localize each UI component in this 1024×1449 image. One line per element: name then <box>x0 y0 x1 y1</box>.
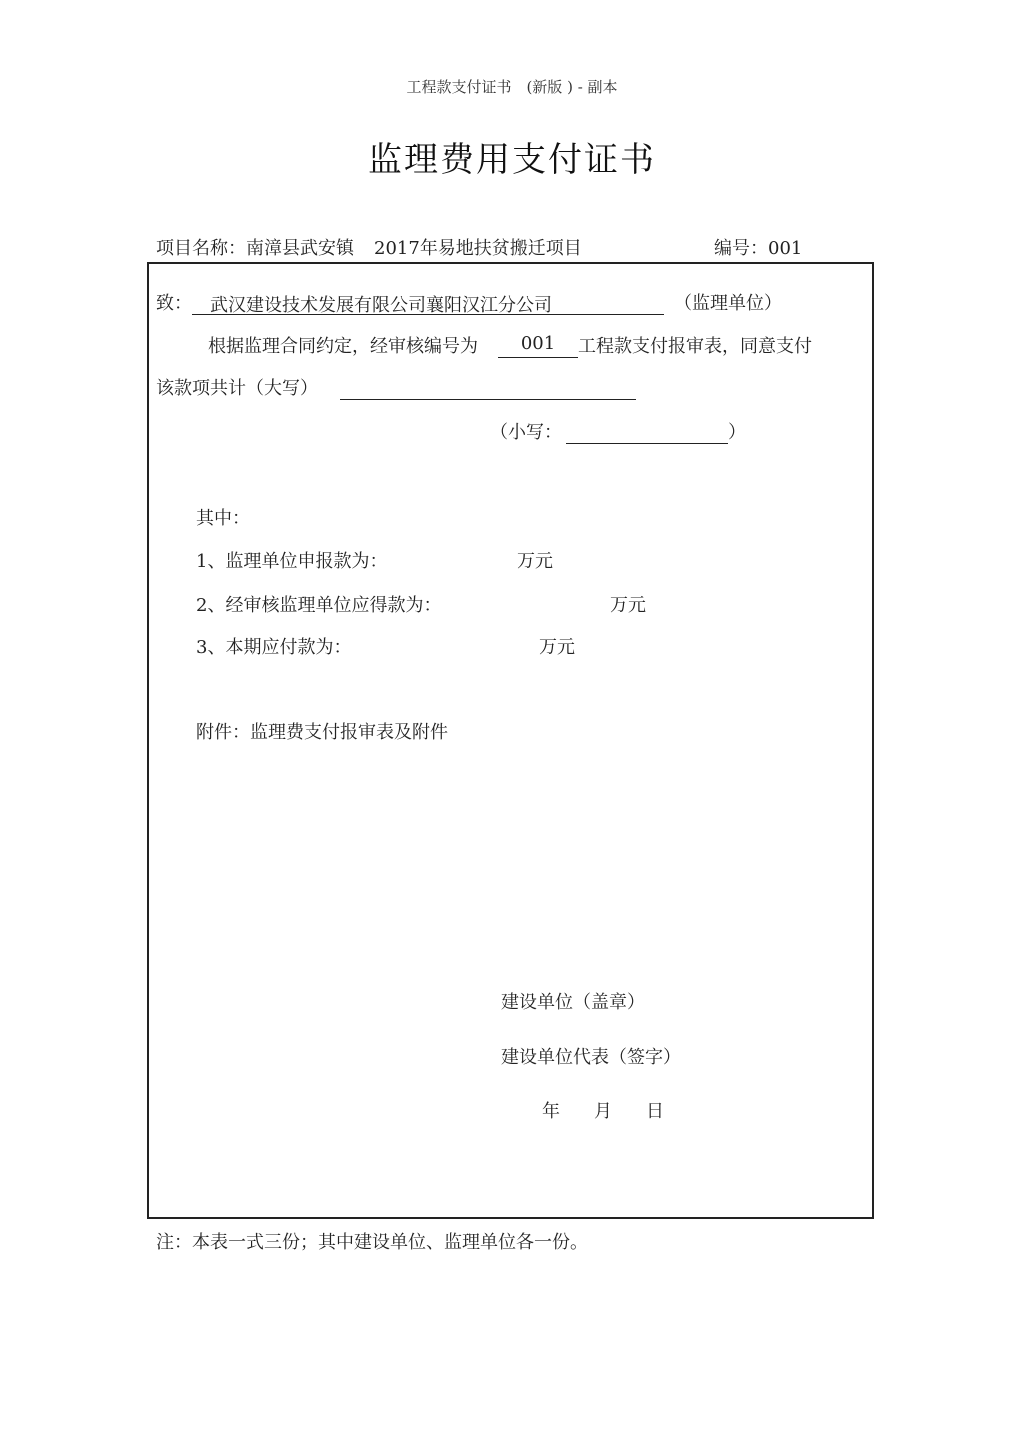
date-month-label: 月 <box>594 1101 612 1122</box>
item3-label: 3、本期应付款为： <box>196 637 352 658</box>
date-day-label: 日 <box>646 1101 664 1122</box>
date-year-label: 年 <box>542 1101 560 1122</box>
amount-lower-field[interactable] <box>566 419 728 444</box>
item1-label: 1、监理单位申报款为： <box>196 551 388 572</box>
document-number <box>714 234 802 260</box>
addressee-line <box>156 289 782 315</box>
item1-unit: 万元 <box>517 551 553 572</box>
item2-unit: 万元 <box>610 595 646 616</box>
sign-rep-label: 建设单位代表（签字） <box>501 1047 681 1068</box>
amount-upper-label: 该款项共计（大写） <box>156 378 318 399</box>
amount-upper-line <box>156 374 636 400</box>
amount-lower-close: ） <box>728 422 746 443</box>
amount-lower-open: （小写： <box>490 422 562 443</box>
document-number-value: 001 <box>768 238 803 259</box>
item2-label: 2、经审核监理单位应得款为： <box>196 595 442 616</box>
document-header: 工程款支付证书 (新版 ) - 副本 <box>406 78 618 96</box>
addressee-field[interactable] <box>192 291 664 315</box>
amount-lower-line <box>490 418 746 444</box>
sign-unit-label: 建设单位（盖章） <box>501 992 645 1013</box>
addressee-label: 致： <box>156 293 192 314</box>
addressee-suffix: （监理单位） <box>674 293 782 314</box>
report-number-value: 001 <box>520 333 556 354</box>
amount-upper-field[interactable] <box>340 375 636 400</box>
addressee-value: 武汉建设技术发展有限公司襄阳汉江分公司 <box>210 295 552 316</box>
project-year: 2017 <box>374 238 420 259</box>
report-number-field[interactable] <box>498 333 578 358</box>
project-name-label: 项目名称：南漳县武安镇 <box>156 238 354 259</box>
attachment-line: 附件：监理费支付报审表及附件 <box>196 722 448 743</box>
document-number-label: 编号： <box>714 238 768 259</box>
project-name-value: 年易地扶贫搬迁项目 <box>419 238 582 259</box>
project-name-line <box>156 234 582 260</box>
page-title: 监理费用支付证书 <box>368 140 656 180</box>
approval-prefix: 根据监理合同约定，经审核编号为 <box>208 336 478 357</box>
item3-unit: 万元 <box>539 637 575 658</box>
footnote: 注：本表一式三份；其中建设单位、监理单位各一份。 <box>156 1232 588 1253</box>
breakdown-title: 其中： <box>196 508 250 529</box>
approval-suffix: 工程款支付报审表，同意支付 <box>578 336 812 357</box>
approval-paragraph-line1 <box>208 332 812 358</box>
